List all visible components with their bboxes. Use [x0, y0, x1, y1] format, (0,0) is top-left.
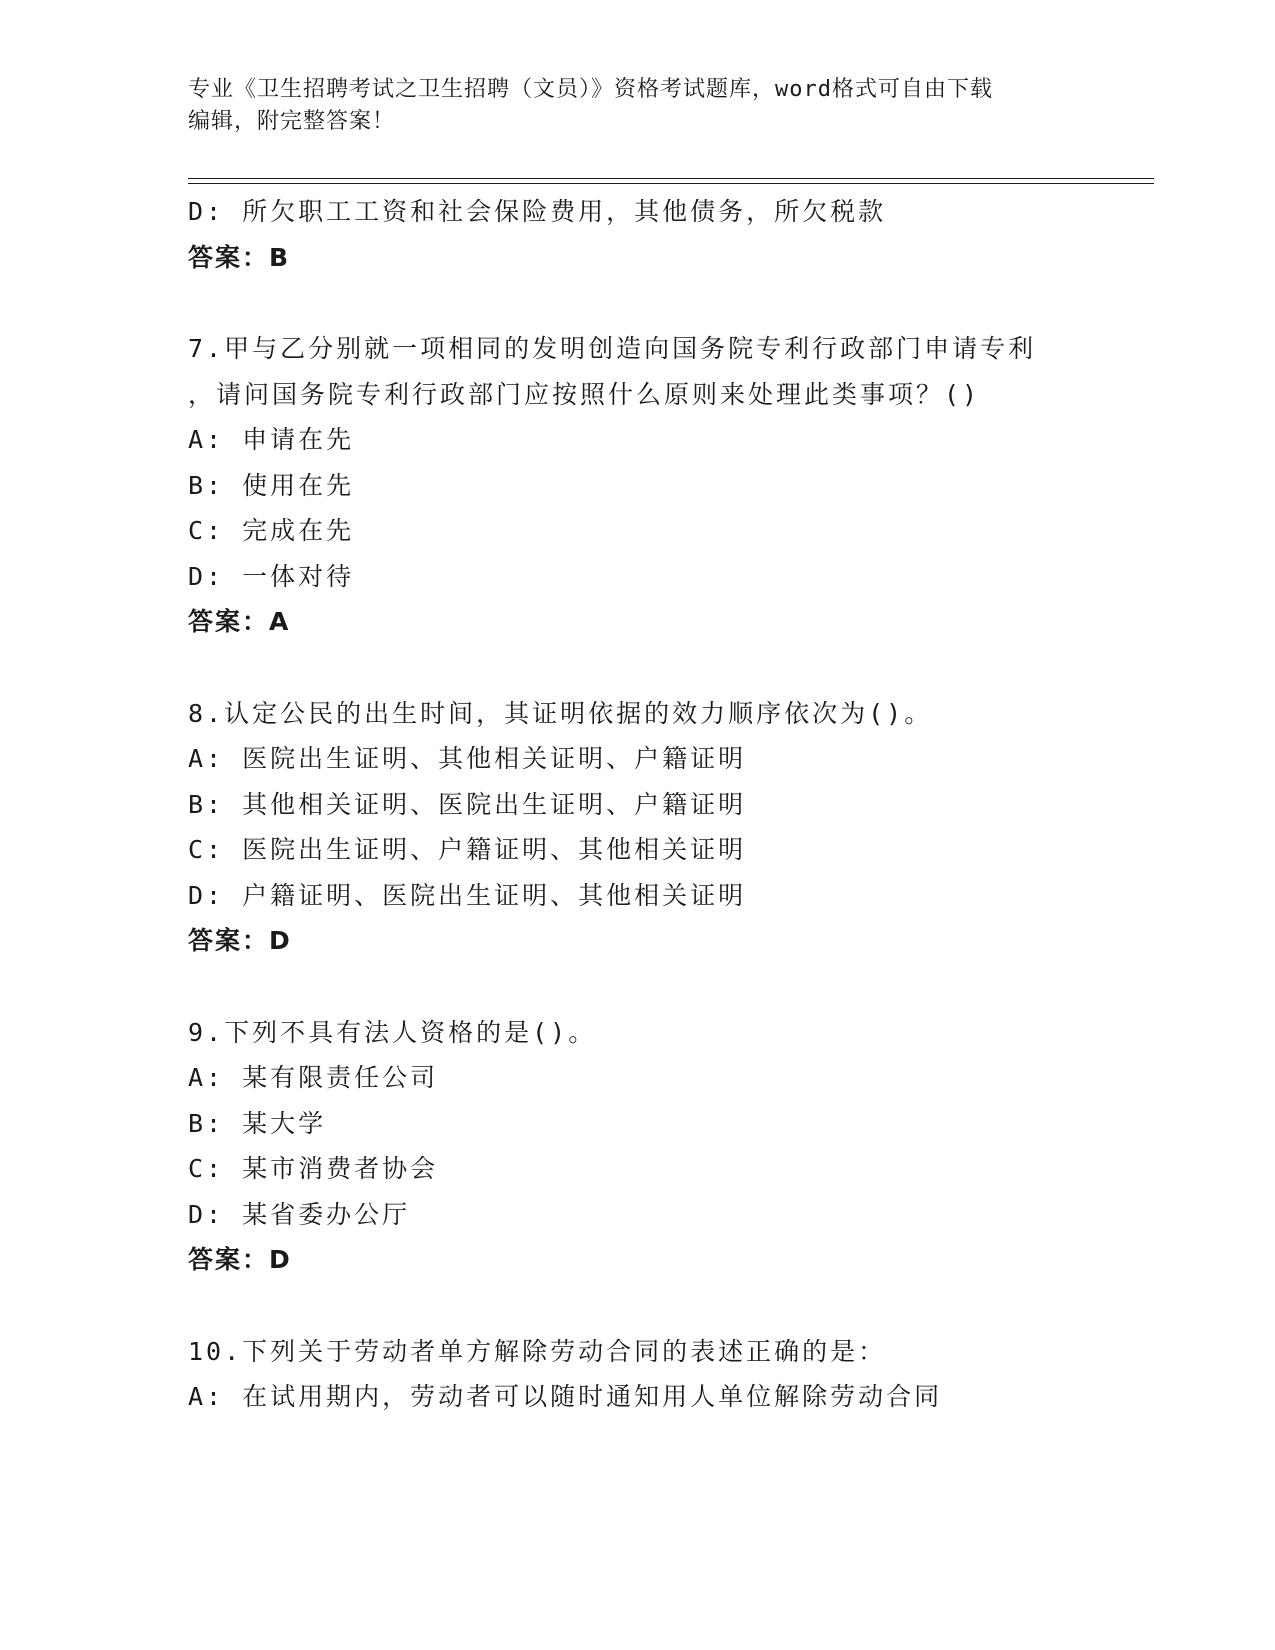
option-b: B: 某大学 — [188, 1108, 327, 1138]
question-stem: 9.下列不具有法人资格的是()。 — [188, 1017, 597, 1047]
option-d: D: 户籍证明、医院出生证明、其他相关证明 — [188, 880, 747, 910]
option-d: D: 一体对待 — [188, 561, 355, 591]
question-stem: 8.认定公民的出生时间，其证明依据的效力顺序依次为()。 — [188, 698, 933, 728]
header-divider-top — [188, 178, 1154, 179]
header-title-line-1: 专业《卫生招聘考试之卫生招聘（文员）》资格考试题库，word格式可自由下载 — [188, 77, 993, 102]
header-divider-bottom — [188, 183, 1154, 184]
option-d: D: 所欠职工工资和社会保险费用，其他债务，所欠税款 — [188, 197, 887, 226]
option-a: A: 医院出生证明、其他相关证明、户籍证明 — [188, 744, 747, 773]
question-stem: 10.下列关于劳动者单方解除劳动合同的表述正确的是： — [188, 1336, 887, 1366]
answer: 答案：A — [188, 607, 291, 636]
option-c: C: 完成在先 — [188, 516, 355, 545]
option-d: D: 某省委办公厅 — [188, 1199, 411, 1229]
option-a: A: 某有限责任公司 — [188, 1063, 439, 1092]
option-c: C: 某市消费者协会 — [188, 1154, 439, 1183]
answer: 答案：D — [188, 926, 292, 955]
question-8 — [188, 691, 1148, 964]
spacer — [188, 1283, 1148, 1329]
document-header — [188, 74, 1088, 138]
header-title-line-2: 编辑，附完整答案！ — [188, 109, 396, 134]
option-b: B: 使用在先 — [188, 470, 355, 500]
question-7 — [188, 326, 1148, 645]
answer: 答案：D — [188, 1245, 292, 1274]
option-a: A: 在试用期内，劳动者可以随时通知用人单位解除劳动合同 — [188, 1382, 943, 1411]
question-list — [188, 189, 1148, 1420]
spacer — [188, 645, 1148, 691]
previous-question-tail — [188, 189, 1148, 280]
question-stem-continued: ，请问国务院专利行政部门应按照什么原则来处理此类事项？() — [188, 379, 981, 409]
spacer — [188, 964, 1148, 1010]
answer: 答案：B — [188, 242, 291, 272]
question-9 — [188, 1010, 1148, 1283]
question-10 — [188, 1329, 1148, 1420]
option-a: A: 申请在先 — [188, 425, 355, 454]
option-b: B: 其他相关证明、医院出生证明、户籍证明 — [188, 789, 747, 819]
spacer — [188, 280, 1148, 326]
option-c: C: 医院出生证明、户籍证明、其他相关证明 — [188, 835, 747, 864]
question-stem: 7.甲与乙分别就一项相同的发明创造向国务院专利行政部门申请专利 — [188, 334, 1037, 363]
